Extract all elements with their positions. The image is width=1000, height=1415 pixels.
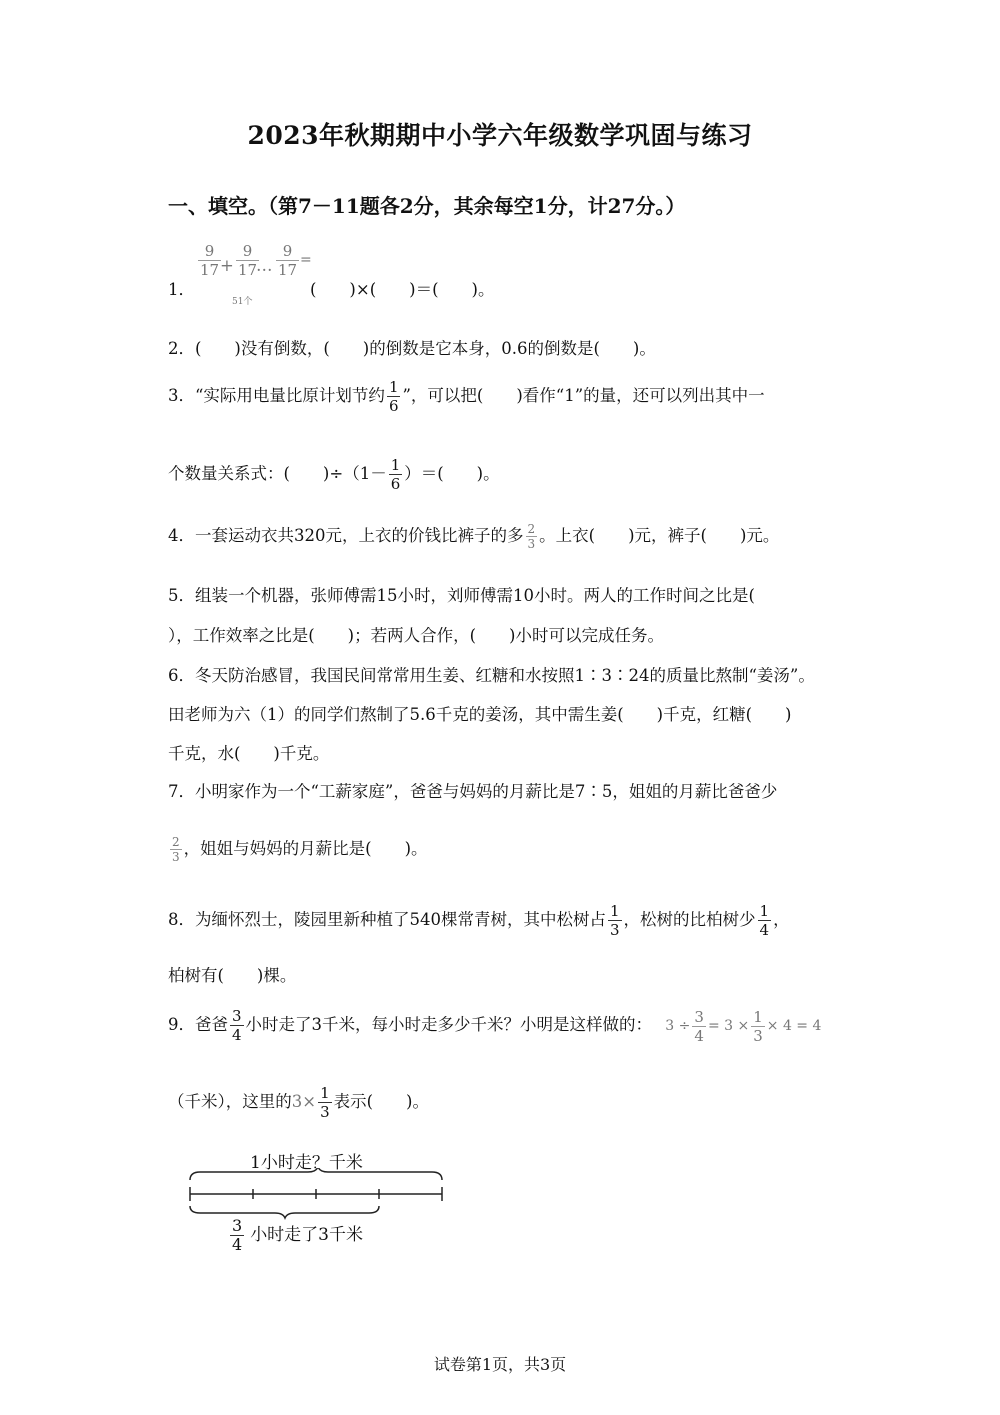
fraction [170, 835, 182, 864]
formula-text: 3 ÷ [665, 1018, 691, 1034]
fraction-numerator: 9 [282, 242, 293, 260]
fraction-numerator: 3 [232, 1007, 242, 1025]
question-4 [168, 522, 779, 551]
fraction-denominator: 3 [320, 1103, 330, 1121]
fraction [526, 522, 538, 551]
question-6-line-3: 千克，水( )千克。 [168, 744, 330, 763]
fraction-numerator: 3 [694, 1007, 704, 1026]
fraction [276, 242, 299, 279]
fraction-denominator: 4 [232, 1235, 243, 1254]
fraction-denominator: 17 [238, 261, 258, 279]
fraction [389, 456, 403, 493]
section-heading-fill-in: 一、填空。（第7－11题各2分，其余每空1分，计27分。） [168, 194, 686, 218]
fraction-denominator: 6 [388, 397, 399, 415]
fraction-numerator: 1 [753, 1007, 763, 1026]
fraction-numerator: 1 [759, 902, 770, 920]
fraction-numerator: 1 [610, 902, 620, 920]
fraction-denominator: 4 [232, 1026, 242, 1044]
question-8-line-2: 柏树有( )棵。 [168, 966, 297, 985]
fraction-numerator: 9 [204, 242, 215, 260]
text: 表示( )。 [333, 1092, 429, 1111]
fraction-denominator: 17 [200, 261, 220, 279]
ellipsis: … [256, 256, 273, 275]
question-8-line-1 [168, 902, 790, 939]
fraction-numerator: 3 [232, 1216, 243, 1235]
fraction [751, 1008, 765, 1045]
fraction [387, 378, 401, 415]
fraction-denominator: 17 [278, 261, 298, 279]
segment-diagram [180, 1168, 452, 1220]
diagram-bottom-label [228, 1217, 363, 1254]
fraction-denominator: 3 [172, 850, 180, 864]
question-3-line-1 [168, 378, 765, 415]
formula-text: × 4 = 4 [766, 1018, 822, 1034]
fraction [758, 902, 772, 939]
question-5-line-2: ），工作效率之比是( )；若两人合作，( )小时可以完成任务。 [168, 626, 664, 645]
question-5-line-1: 5．组装一个机器，张师傅需15小时，刘师傅需10小时。两人的工作时间之比是( [168, 586, 755, 605]
text: 8．为缅怀烈士，陵园里新种植了540棵常青树，其中松树占 [168, 910, 606, 929]
fraction-numerator: 2 [527, 522, 536, 536]
question-number: 1． [168, 280, 195, 299]
text: 4．一套运动衣共320元，上衣的价钱比裤子的多 [168, 526, 524, 545]
fraction-numerator: 9 [242, 242, 253, 260]
formula [665, 1007, 822, 1045]
text: ， [773, 910, 790, 929]
text: 个数量关系式：( )÷（1－ [168, 464, 387, 483]
count-note: 51个 [232, 297, 253, 307]
fraction-denominator: 4 [759, 921, 770, 939]
equals-sign: = [300, 252, 312, 268]
fraction [230, 1007, 244, 1044]
fraction-numerator: 1 [390, 456, 401, 474]
fraction [318, 1084, 332, 1121]
fraction [692, 1008, 706, 1045]
diagram-top-label: 1小时走？千米 [250, 1153, 363, 1173]
fraction-denominator: 3 [527, 537, 536, 551]
text: （千米），这里的 [168, 1092, 292, 1111]
text: 小时走了3千米 [250, 1225, 364, 1245]
top-brace [190, 1168, 442, 1180]
formula-text: 3× [291, 1092, 317, 1111]
text: 。上衣( )元，裤子( )元。 [539, 526, 780, 545]
page-footer: 试卷第1页，共3页 [433, 1355, 567, 1374]
answer-blanks: ( )×( )＝( )。 [310, 280, 495, 299]
page-title: 2023年秋期期中小学六年级数学巩固与练习 [247, 121, 753, 150]
fraction-numerator: 2 [172, 835, 180, 849]
fraction-denominator: 6 [390, 475, 401, 493]
text: ，姐姐与妈妈的月薪比是( )。 [183, 839, 428, 858]
plus-sign: + [220, 256, 234, 275]
text: ”，可以把( )看作“1”的量，还可以列出其中一 [402, 386, 765, 405]
text: 9．爸爸 [168, 1015, 228, 1034]
text: 小时走了3千米，每小时走多少千米？小明是这样做的： [245, 1015, 653, 1034]
question-7-line-2 [168, 835, 428, 864]
text: ）＝( )。 [404, 464, 500, 483]
fraction-denominator: 3 [610, 921, 620, 939]
fraction-numerator: 1 [388, 378, 399, 396]
question-9-line-1 [168, 1007, 821, 1045]
fraction-numerator: 1 [320, 1084, 330, 1102]
fraction-denominator: 4 [694, 1026, 704, 1045]
text: 3．“实际用电量比原计划节约 [168, 386, 385, 405]
question-7-line-1: 7．小明家作为一个“工薪家庭”，爸爸与妈妈的月薪比是7∶5，姐姐的月薪比爸爸少 [168, 782, 778, 801]
fraction-denominator: 3 [753, 1026, 763, 1045]
question-6-line-2: 田老师为六（1）的同学们熬制了5.6千克的姜汤，其中需生姜( )千克，红糖( ) [168, 705, 792, 724]
fraction [230, 1217, 244, 1254]
formula-text: = 3 × [707, 1018, 750, 1034]
fraction [198, 242, 221, 279]
text: ，松树的比柏树少 [623, 910, 756, 929]
question-6-line-1: 6．冬天防治感冒，我国民间常常用生姜、红糖和水按照1∶3∶24的质量比熬制“姜汤”。 [168, 666, 815, 685]
question-3-line-2 [168, 456, 500, 493]
question-2: 2．( )没有倒数，( )的倒数是它本身，0.6的倒数是( )。 [168, 339, 656, 358]
fraction [608, 902, 622, 939]
question-9-line-2 [168, 1084, 429, 1121]
